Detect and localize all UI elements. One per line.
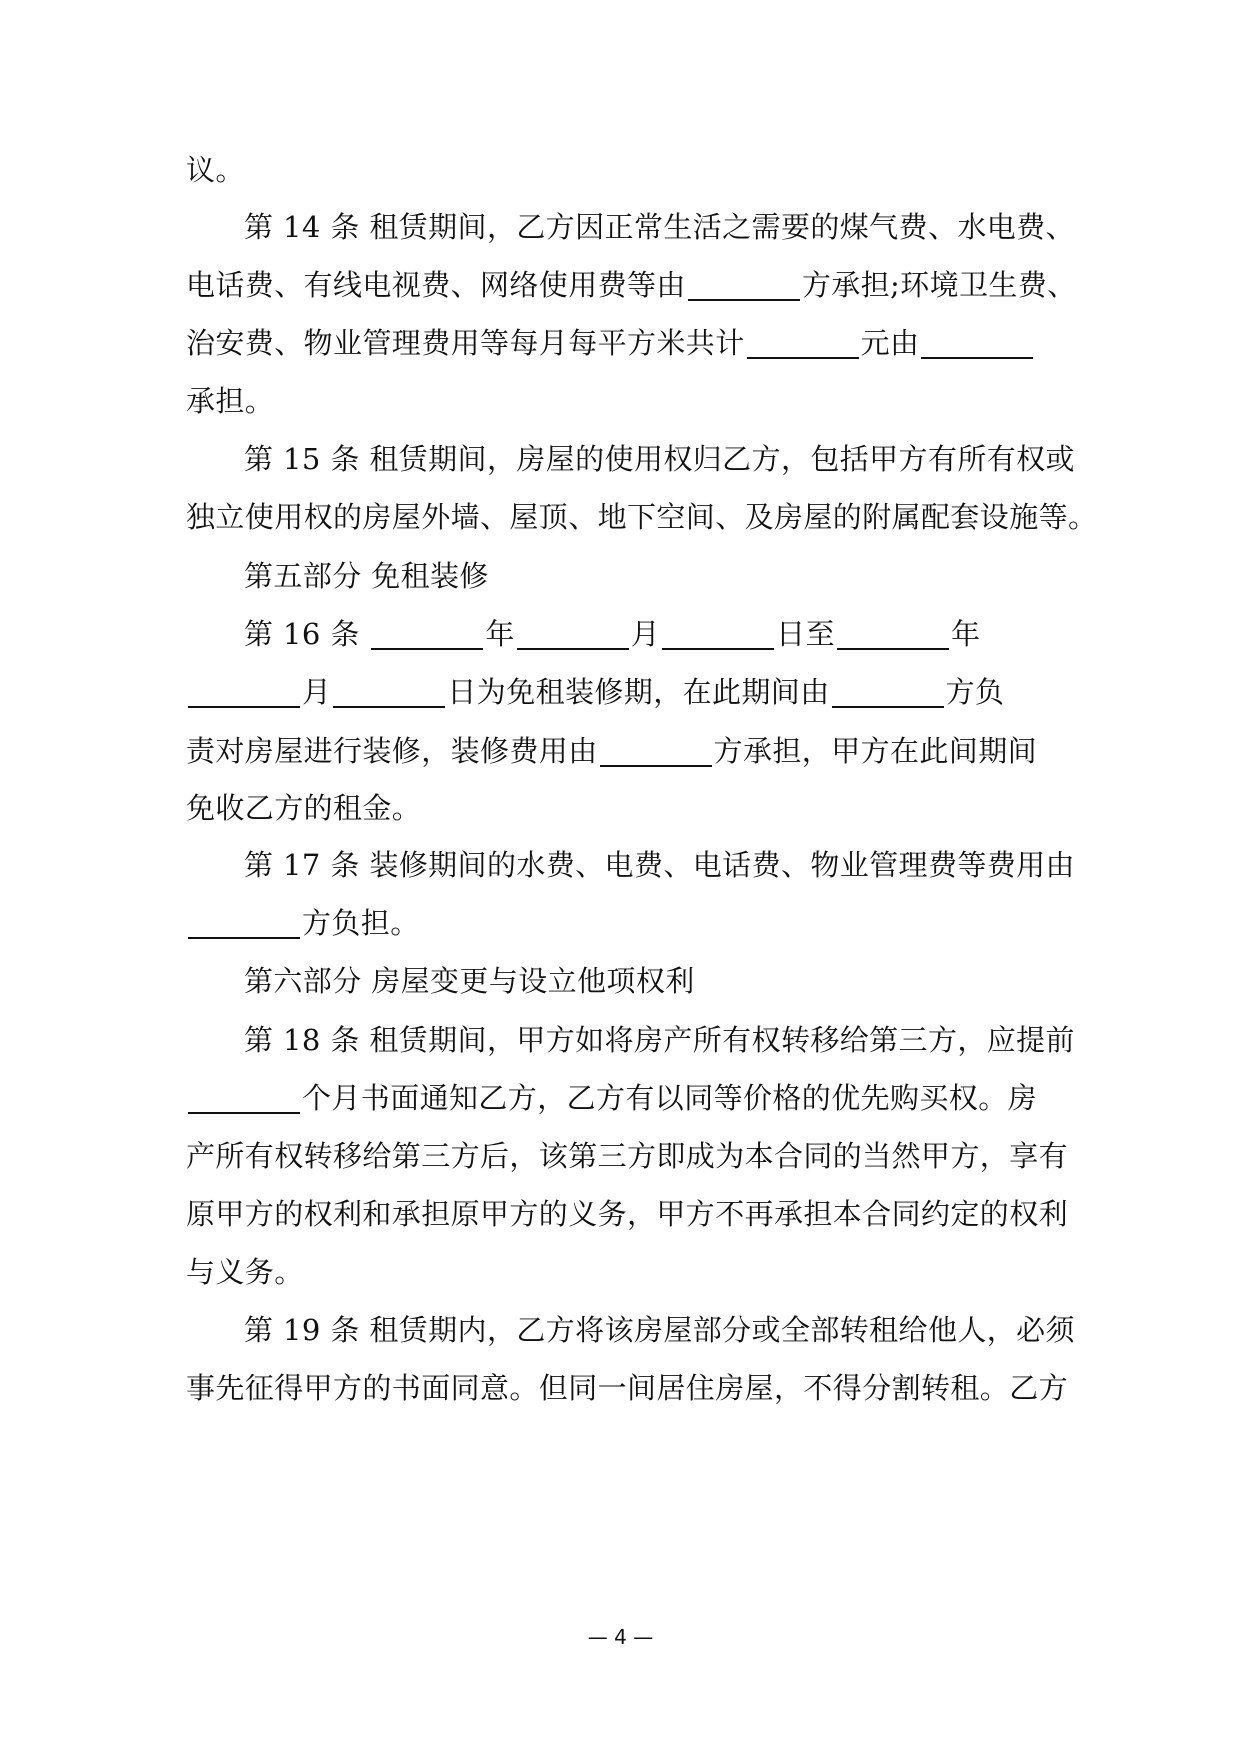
text-segment: 日至 (776, 617, 835, 651)
text-segment: 承担。 (186, 384, 275, 418)
text-segment: 个月书面通知乙方，乙方有以同等价格的优先购买权。房 (302, 1081, 1038, 1115)
text-line (244, 556, 1066, 596)
text-segment: 第六部分 房屋变更与设立他项权利 (244, 964, 695, 998)
text-segment: 月 (302, 675, 332, 709)
text-line (186, 788, 1066, 828)
text-segment: 第五部分 免租装修 (244, 559, 489, 593)
text-segment: 议。 (186, 153, 245, 187)
text-segment: 与义务。 (186, 1255, 304, 1289)
text-segment: 事先征得甲方的书面同意。但同一间居住房屋，不得分割转租。乙方 (186, 1371, 1069, 1405)
text-line (186, 381, 1066, 421)
text-line (244, 845, 1075, 885)
text-segment: 方承担;环境卫生费、 (801, 268, 1077, 302)
text-line (186, 497, 1098, 537)
text-line (186, 265, 1077, 305)
text-line (244, 1310, 1075, 1350)
text-line (244, 207, 1075, 247)
text-segment: 方负担。 (302, 906, 420, 940)
text-segment: 第 15 条 租赁期间，房屋的使用权归乙方，包括甲方有所有权或 (244, 442, 1075, 476)
text-line (186, 1194, 1069, 1234)
fill-in-blank (600, 735, 712, 767)
page-number: — 4 — (587, 1625, 654, 1649)
text-segment: 第 17 条 装修期间的水费、电费、电话费、物业管理费等费用由 (244, 848, 1075, 882)
text-segment: 产所有权转移给第三方后，该第三方即成为本合同的当然甲方，享有 (186, 1139, 1069, 1173)
fill-in-blank (188, 907, 300, 939)
text-segment: 元由 (860, 326, 920, 360)
text-line (244, 1020, 1075, 1060)
text-line (186, 150, 1066, 190)
fill-in-blank (688, 269, 800, 301)
text-segment: 年 (950, 617, 981, 651)
text-line (186, 1368, 1069, 1408)
text-line (186, 731, 1066, 771)
text-segment: 日为免租装修期，在此期间由 (447, 675, 830, 709)
text-line (244, 439, 1075, 479)
fill-in-blank (188, 676, 300, 708)
text-segment: 免收乙方的租金。 (186, 791, 422, 825)
text-segment: 原甲方的权利和承担原甲方的义务，甲方不再承担本合同约定的权利 (186, 1197, 1069, 1231)
text-segment: 电话费、有线电视费、网络使用费等由 (186, 268, 686, 302)
fill-in-blank (517, 618, 629, 650)
text-line (186, 672, 1066, 712)
text-segment: 第 14 条 租赁期间，乙方因正常生活之需要的煤气费、水电费、 (244, 210, 1075, 244)
fill-in-blank (837, 618, 949, 650)
fill-in-blank (188, 1082, 300, 1114)
text-segment: 月 (630, 617, 661, 651)
fill-in-blank (371, 618, 483, 650)
fill-in-blank (921, 327, 1033, 359)
text-segment: 治安费、物业管理费用等每月每平方米共计 (186, 326, 745, 360)
text-segment: 年 (485, 617, 515, 651)
fill-in-blank (333, 676, 445, 708)
text-segment: 第 19 条 租赁期内，乙方将该房屋部分或全部转租给他人，必须 (244, 1313, 1075, 1347)
text-line (244, 614, 1066, 654)
text-segment: 第 18 条 租赁期间，甲方如将房产所有权转移给第三方，应提前 (244, 1023, 1075, 1057)
text-segment: 独立使用权的房屋外墙、屋顶、地下空间、及房屋的附属配套设施等。 (186, 500, 1098, 534)
fill-in-blank (832, 676, 944, 708)
text-line (186, 1136, 1069, 1176)
fill-in-blank (662, 618, 774, 650)
text-segment: 方负 (945, 675, 1005, 709)
text-segment: 方承担，甲方在此间期间 (713, 734, 1038, 768)
text-line (186, 1252, 1066, 1292)
text-line (244, 961, 1066, 1001)
text-line (186, 1078, 1066, 1118)
text-segment: 责对房屋进行装修，装修费用由 (186, 734, 598, 768)
fill-in-blank (747, 327, 859, 359)
text-line (186, 903, 1066, 943)
text-segment: 第 16 条 (244, 617, 370, 651)
text-line (186, 323, 1066, 363)
